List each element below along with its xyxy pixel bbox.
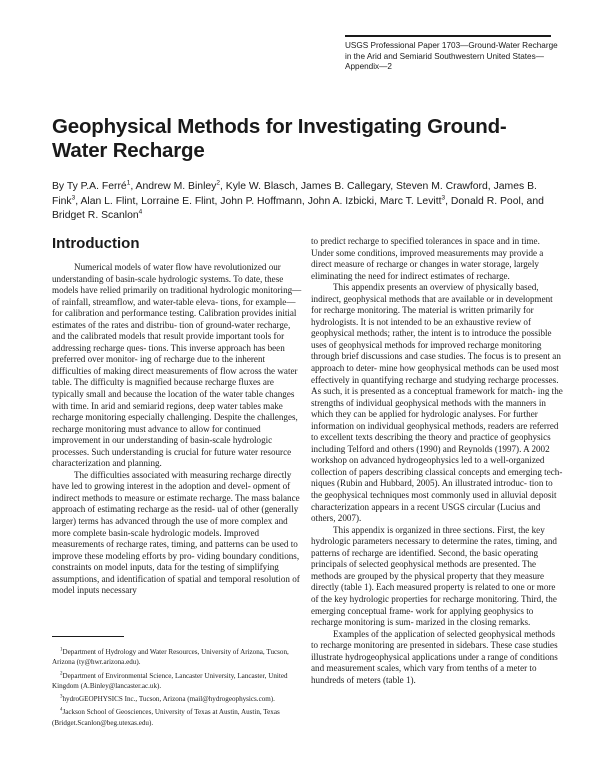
- text-line: is magnified because recharge fluxes are typically small and: [52, 377, 274, 400]
- text-line: exhaustive review of geophysical methods; rather, the intent: [311, 316, 531, 339]
- text-line: opment of indirect methods to measure or estimate recharge.: [52, 481, 291, 503]
- paragraph: [311, 282, 563, 524]
- author-list: [52, 180, 557, 224]
- footnote-mark: 2: [60, 671, 63, 677]
- author-separator: ,: [135, 195, 142, 207]
- text-line: key hydrologic parameters necessary to determine the rates,: [311, 524, 545, 547]
- text-line: of papers describing classical concepts and emerging tech-: [349, 466, 563, 477]
- author-separator: ,: [220, 181, 226, 192]
- text-line: directly have led to growing interest in the adoption and devel-: [52, 469, 292, 492]
- page-title: [52, 115, 552, 163]
- text-line: alluvial deposit characterization appears in a recent USGS: [311, 490, 557, 512]
- text-line: arid and semiarid regions, deep water tables make recharge: [52, 400, 283, 423]
- author-name: Bridget R. Scanlon: [52, 210, 139, 221]
- text-line: under a range of conditions and measurement scales, which: [311, 651, 558, 674]
- text-line: mine how geophysical methods can be used most effectively: [311, 363, 559, 385]
- text-line: such, it is presented as a conceptual framework for match-: [323, 386, 536, 397]
- text-line: direct measure of recharge or changes in water storage, largely: [311, 259, 539, 270]
- text-line: This appendix presents an overview of physically: [333, 282, 514, 293]
- author-separator: ,: [301, 195, 308, 207]
- author-affiliation-mark: 3: [71, 194, 76, 202]
- author-separator: ,: [390, 181, 396, 192]
- text-line: the theory and practice of geophysics including Telford and: [311, 432, 551, 454]
- text-line: presented. The methods are grouped by the physical property: [311, 559, 537, 581]
- text-line: case studies. The focus is to present an approach to deter-: [311, 351, 561, 374]
- author-name: Andrew M. Binley: [135, 181, 217, 192]
- text-line: Calibration provides initial estimates of the rates and distribu-: [52, 308, 297, 330]
- header-rule: [345, 35, 551, 37]
- text-line: models. Improved measurements of recharge rates, timing, and: [52, 527, 260, 550]
- text-line: that they measure directly (table 1). Each measured property: [311, 570, 545, 593]
- text-line: ing of recharge due to the inherent difficulties of making direct: [52, 354, 266, 376]
- section-heading: Introduction: [52, 235, 140, 252]
- text-line: eliminating the need for indirect estimates of recharge.: [311, 270, 510, 281]
- text-line: written primarily for hydrologists. It is not intended to be an: [311, 305, 534, 327]
- author-name: John A. Izbicki: [307, 195, 375, 207]
- paragraph: [311, 525, 563, 629]
- author-name: James B. Fink: [52, 181, 537, 207]
- author-name: Lorraine E. Flint: [141, 195, 215, 207]
- author-separator: ,: [487, 181, 494, 192]
- text-line: Under some conditions, improved measurements may provide a: [311, 247, 544, 258]
- paragraph: [52, 262, 304, 470]
- text-line: tion of ground-water recharge, and the calibrated models that: [52, 319, 291, 342]
- footnote: [52, 671, 312, 692]
- author-name: John P. Hoffmann: [220, 195, 302, 207]
- footnote-line: Jackson School of Geosciences, University of Texas at Austin, Austin, Texas: [62, 708, 280, 717]
- text-line: is related to one or more of the key hydrologic properties for: [311, 582, 556, 604]
- text-line: in development for recharge monitoring. The material is: [311, 293, 553, 316]
- header-line: Appendix—2: [345, 62, 392, 71]
- paragraph: [311, 629, 563, 687]
- author-separator: ,: [214, 195, 221, 207]
- text-line: monitoring—of rainfall, streamflow, and water-table eleva-: [52, 285, 302, 307]
- text-line: resource characterization and planning.: [52, 446, 292, 469]
- text-line: the manners in which they can be applied for hydrologic: [311, 397, 546, 420]
- text-line: viding boundary conditions, constraints on model inputs, data: [52, 550, 300, 573]
- footnote-line: Department of Hydrology and Water Resources, University of Arizona,: [62, 648, 265, 656]
- text-line: analyses. For further information on individual geophysical: [311, 409, 538, 431]
- footnote-line: (Bridget.Scanlon@beg.utexas.edu).: [52, 718, 154, 727]
- author-name: Kyle W. Blasch: [225, 181, 296, 192]
- text-line: improvement in our understanding of basin-scale hydrologic: [52, 435, 273, 446]
- text-line: based, indirect, geophysical methods that are available or: [311, 282, 539, 304]
- text-line: work for applying geophysics to recharge monitoring is sum-: [311, 605, 534, 628]
- author-separator: ,: [445, 195, 451, 207]
- text-line: ing the strengths of individual geophysical methods with: [311, 386, 563, 408]
- left-column: [52, 262, 304, 597]
- text-line: patterns can be used to improve these modeling efforts by pro-: [52, 539, 298, 561]
- paragraph: [311, 236, 563, 282]
- text-line: These case studies illustrate hydrogeophysical applications: [311, 640, 558, 662]
- text-line: recharge monitoring. Third, the emerging conceptual frame-: [311, 593, 557, 616]
- text-line: is to introduce the possible uses of geophysical methods for: [311, 328, 552, 350]
- text-line: tions. This inverse approach has been preferred over monitor-: [52, 342, 285, 365]
- author-separator: ,: [374, 195, 380, 207]
- author-affiliation-mark: 3: [441, 194, 446, 202]
- text-line: to predict recharge to specified tolerances in space and in time.: [311, 236, 540, 246]
- title-line: Water Recharge: [52, 139, 205, 162]
- text-line: others (1990) and Reynolds (1997). A 2002 workshop on: [311, 443, 550, 466]
- text-line: Examples of the application of selected geophysical: [333, 628, 522, 639]
- text-line: ual of other (generally larger) terms has advanced through the: [52, 504, 299, 527]
- paragraph: [52, 470, 304, 597]
- footnote: [52, 694, 312, 704]
- text-line: these models have relied primarily on traditional hydrologic: [52, 273, 284, 296]
- footnote-rule: [52, 636, 124, 637]
- running-header: [345, 41, 560, 73]
- text-line: for the testing of simplifying assumptions, and identification: [52, 562, 279, 584]
- footnote: [52, 647, 312, 668]
- text-line: tion to the geophysical techniques most commonly used in: [311, 478, 553, 501]
- author-separator: ,: [130, 181, 136, 192]
- author-affiliation-mark: 2: [216, 179, 220, 187]
- author-separator: , and: [520, 195, 544, 207]
- text-line: result provide important tools for addressing recharge ques-: [52, 331, 285, 353]
- text-line: marized in the closing remarks.: [415, 617, 531, 628]
- text-line: recharge monitoring must advance to allow for continued: [52, 423, 261, 434]
- author-name: Marc T. Levitt: [379, 195, 442, 207]
- text-line: of spatial and temporal resolution of model inputs necessary: [52, 573, 300, 596]
- text-line: advanced hydrogeophysics led to a well-organized collection: [311, 455, 545, 477]
- footnote-mark: 1: [60, 647, 63, 653]
- author-name: Steven M. Crawford: [395, 181, 488, 192]
- author-name: Alan L. Flint: [80, 195, 136, 207]
- header-line: USGS Professional Paper 1703—Ground-Water Recharge: [345, 41, 558, 50]
- text-line: This appendix is organized in three sections. First, the: [333, 524, 530, 535]
- author-affiliation-mark: 1: [126, 179, 131, 187]
- text-line: timing, and patterns of recharge are identified. Second, the: [311, 536, 557, 558]
- text-line: niques (Rubin and Hubbard, 2005). An illustrated introduc-: [311, 478, 527, 489]
- text-line: processes. Such understanding is crucial for future water: [52, 446, 259, 457]
- author-separator: ,: [295, 181, 301, 192]
- footnote-mark: 4: [60, 708, 63, 714]
- author-name: By Ty P.A. Ferré: [52, 181, 127, 192]
- footnote-line: Department of Environmental Science, Lancaster University, Lancaster,: [62, 671, 267, 680]
- text-line: in quantifying recharge and studying recharge processes. As: [311, 374, 559, 397]
- footnote-line: hydroGEOPHYSICS Inc., Tucson, Arizona (mail@hydrogeophysics.com).: [62, 695, 275, 704]
- author-separator: ,: [75, 195, 81, 207]
- author-affiliation-mark: 4: [138, 208, 143, 216]
- author-name: James B. Callegary: [300, 181, 391, 192]
- text-line: measurements of flow across the water table. The difficulty: [52, 365, 298, 388]
- text-line: improved recharge monitoring through brief discussions and: [311, 339, 542, 362]
- text-line: vary from tenths of a meter to hundreds of meters (table 1).: [311, 663, 537, 685]
- text-line: methods to recharge monitoring are presented in sidebars.: [311, 628, 555, 651]
- footnote-line: Tucson, Arizona (ty@hwr.arizona.edu).: [52, 648, 289, 667]
- text-line: understanding of basin-scale hydrologic systems. To date,: [52, 273, 263, 284]
- header-line: in the Arid and Semiarid Southwestern United States—: [345, 51, 544, 61]
- footnote: [52, 707, 312, 728]
- right-column: [311, 236, 563, 686]
- text-line: The difficulties associated with measuring recharge: [74, 469, 262, 480]
- text-line: The mass balance approach of estimating recharge as the resid-: [52, 492, 300, 515]
- text-line: methods, readers are referred to excellent texts describing: [311, 420, 559, 443]
- text-line: circular (Lucius and others, 2007).: [311, 501, 541, 524]
- author-name: Donald R. Pool: [450, 195, 521, 207]
- text-line: Numerical models of water flow have revolutionized our: [74, 262, 281, 272]
- text-line: use of more complex and more complete basin-scale hydrologic: [52, 516, 288, 538]
- footnotes: [52, 647, 312, 731]
- footnote-line: United Kingdom (A.Binley@lancaster.ac.uk).: [52, 671, 288, 690]
- text-line: because the location of the water table changes with time. In: [52, 389, 295, 411]
- text-line: basic operating principals of selected geophysical methods are: [311, 547, 539, 570]
- text-line: tions, for example—for calibration and performance testing.: [52, 296, 296, 319]
- footnote-mark: 3: [60, 694, 63, 700]
- title-line: Geophysical Methods for Investigating Ground-: [52, 115, 507, 138]
- text-line: monitoring especially challenging. Despite the challenges,: [85, 412, 298, 423]
